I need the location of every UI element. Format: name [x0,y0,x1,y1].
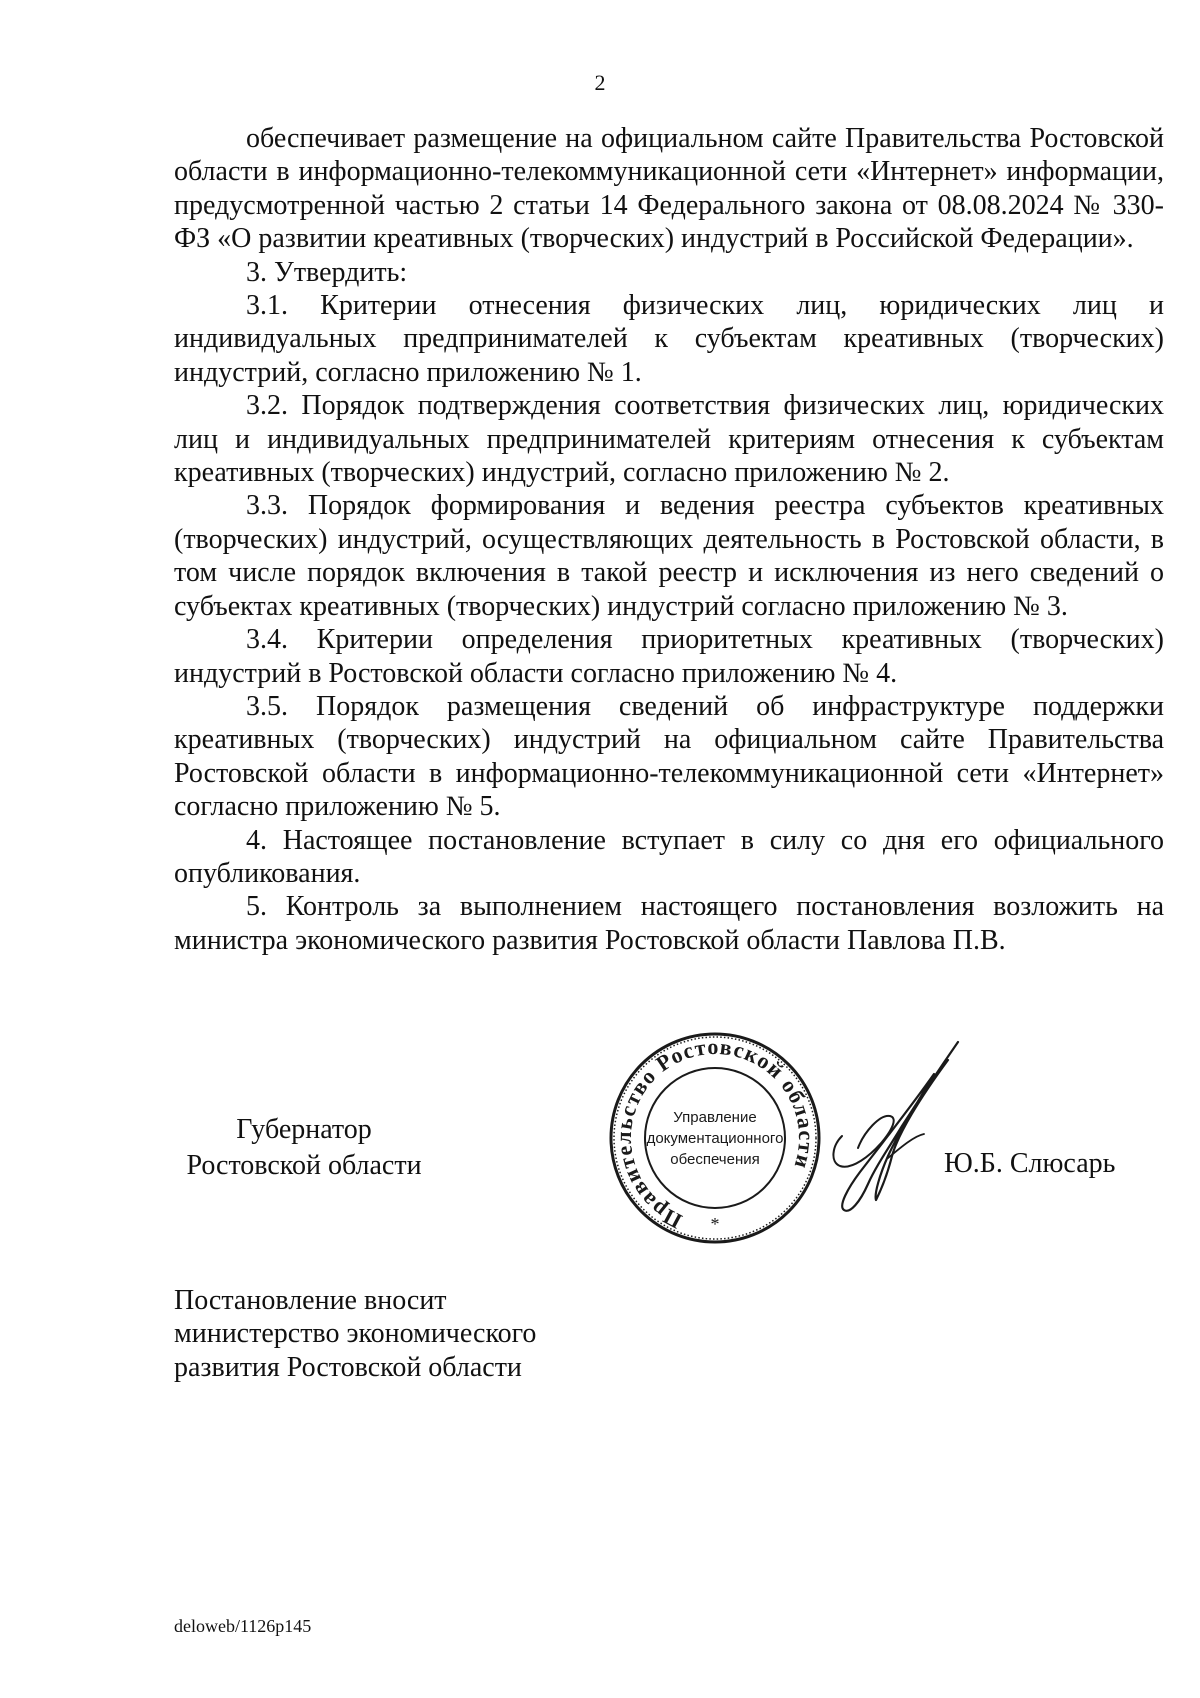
paragraph-3-4: 3.4. Критерии определения приоритетных креативных (творческих) индустрий в Ростовской области согласно приложению № 4. [174,624,1164,689]
stamp-star-icon: * [710,1214,720,1234]
signatory-name: Ю.Б. Слюсарь [944,1148,1116,1179]
submitter-block [174,1284,536,1384]
submitter-line1: Постановление вносит [174,1285,447,1316]
document-code: deloweb/1126p145 [174,1616,312,1636]
signatory-title-line1: Губернатор [236,1114,372,1145]
official-stamp [607,1030,823,1246]
signatory-title [174,1112,434,1184]
document-body [174,122,1164,957]
paragraph-4: 4. Настоящее постановление вступает в силу со дня его официального опубликования. [174,824,1164,889]
page-number: 2 [594,70,606,95]
paragraph-3-5: 3.5. Порядок размещения сведений об инфраструктуре поддержки креативных (творческих) индустрий на официальном сайте Правительства Ростовской области в информационно-телекоммуникационной сети «Интернет» согласно приложению № 5. [174,690,1164,823]
paragraph-3-3: 3.3. Порядок формирования и ведения реестра субъектов креативных (творческих) индустрий, осуществляющих деятельность в Ростовской области, в том числе порядок включения в такой реестр и исключения из него сведений о субъектах креативных (творческих) индустрий согласно приложению № 3. [174,490,1164,622]
stamp-inner-line3: обеспечения [670,1151,760,1168]
paragraph-3: 3. Утвердить: [246,256,408,288]
submitter-line2: министерство экономического [174,1318,537,1350]
signature-stroke-main [842,1042,958,1211]
paragraph-5: 5. Контроль за выполнением настоящего постановления возложить на министра экономического развития Ростовской области Павлова П.В. [174,891,1164,956]
signatory-title-line2: Ростовской области [186,1150,422,1181]
stamp-inner-line1: Управление [673,1109,757,1126]
paragraph-3-2: 3.2. Порядок подтверждения соответствия физических лиц, юридических лиц и индивидуальных предпринимателей критериям отнесения к субъектам креативных (творческих) индустрий, согласно приложению № 2. [174,390,1164,489]
stamp-inner-line2: документационного [646,1130,784,1147]
paragraph-continuation: обеспечивает размещение на официальном сайте Правительства Ростовской области в информационно-телекоммуникационной сети «Интернет» информации, предусмотренной частью 2 статьи 14 Федерального закона от 08.08.2024 № 330-ФЗ «О развитии креативных (творческих) индустрий в Российской Федерации». [174,123,1164,255]
stamp-outer-text: Правительство Ростовской области [610,1033,820,1235]
paragraph-3-1: 3.1. Критерии отнесения физических лиц, юридических лиц и индивидуальных предпринимателей к субъектам креативных (творческих) индустрий, согласно приложению № 1. [174,290,1164,388]
handwritten-signature [830,1038,970,1218]
submitter-line3: развития Ростовской области [174,1351,522,1383]
